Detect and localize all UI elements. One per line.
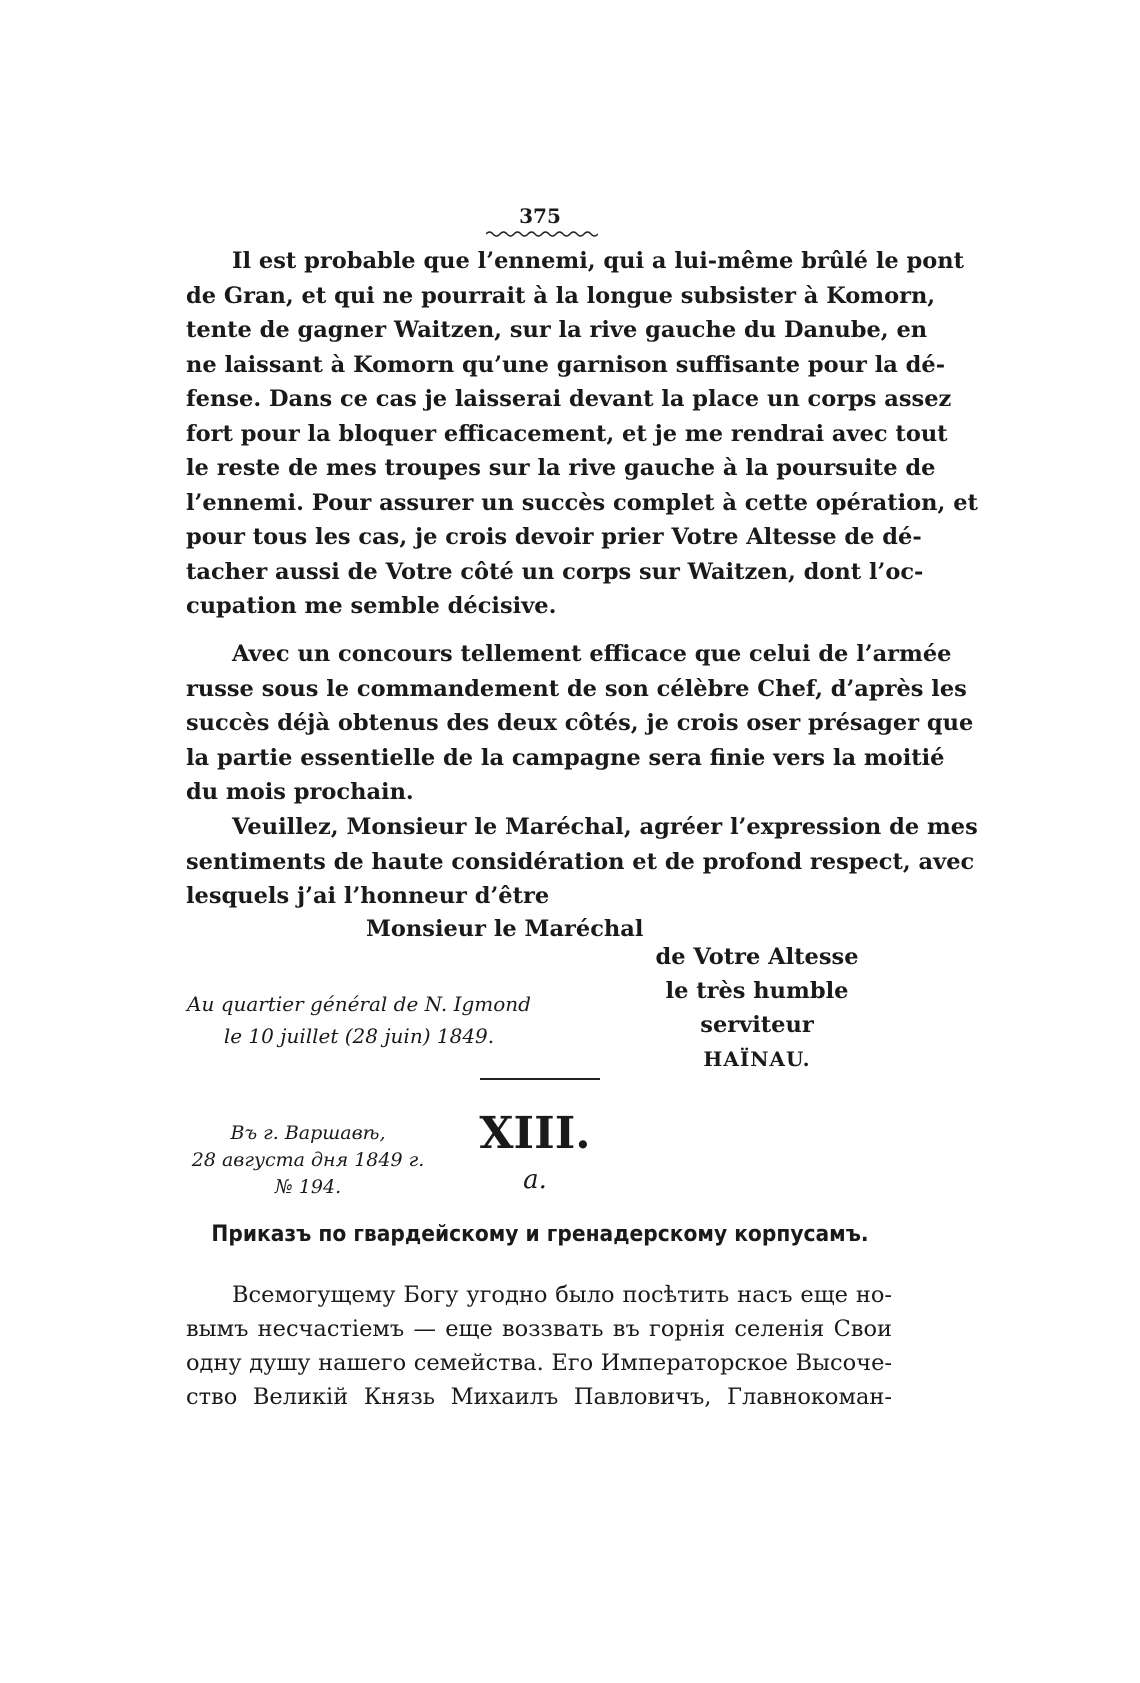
text-line: succès déjà obtenus des deux côtés, je crois oser présager que xyxy=(186,710,974,736)
place-date-line-1: Au quartier général de N. Igmond xyxy=(187,992,531,1016)
order-body xyxy=(186,1278,892,1414)
section-divider xyxy=(480,1078,600,1080)
document-number: XIII. xyxy=(479,1108,591,1159)
text-line: Il est probable que l’ennemi, qui a lui-même brûlé le pont xyxy=(232,248,965,274)
text-line: вымъ несчастіемъ — еще воззвать въ горнія селенія Свои xyxy=(186,1316,892,1342)
text-line: sentiments de haute considération et de profond respect, avec xyxy=(186,848,975,875)
place-date-line-2: le 10 juillet (28 juin) 1849. xyxy=(223,1024,495,1048)
dateline-place: Въ г. Варшавѣ, xyxy=(230,1122,386,1144)
place-date xyxy=(184,988,534,1052)
wavy-rule xyxy=(486,230,598,238)
signature-line-2: le très humble serviteur xyxy=(665,978,849,1038)
text-line: russe sous le commandement de son célèbre Chef, d’après les xyxy=(186,675,967,702)
page-number: 375 xyxy=(519,204,561,228)
text-line: Всемогущему Богу угодно было посѣтить насъ еще но- xyxy=(232,1282,892,1308)
paragraph-1 xyxy=(186,244,978,624)
paragraph-2 xyxy=(186,637,974,810)
signature-name: HAÏNAU. xyxy=(703,1047,811,1071)
text-line: de Gran, et qui ne pourrait à la longue subsister à Komorn, xyxy=(186,282,936,309)
document-dateline xyxy=(186,1120,430,1201)
text-line: cupation me semble décisive. xyxy=(186,593,557,619)
text-line: le reste de mes troupes sur la rive gauche à la poursuite de xyxy=(186,455,936,481)
text-line: l’ennemi. Pour assurer un succès complet à cette opération, et xyxy=(186,489,978,516)
text-line: одну душу нашего семейства. Его Императорское Высоче- xyxy=(186,1350,892,1376)
signature-block xyxy=(612,940,902,1076)
text-line: Avec un concours tellement efficace que celui de l’armée xyxy=(232,641,952,667)
text-line: la partie essentielle de la campagne sera finie vers la moitié xyxy=(186,744,945,771)
text-line: ne laissant à Komorn qu’une garnison suffisante pour la dé- xyxy=(186,351,946,378)
document-letter: a. xyxy=(523,1165,547,1195)
text-line: Veuillez, Monsieur le Maréchal, agréer l’expression de mes xyxy=(232,814,978,840)
dateline-number: № 194. xyxy=(274,1176,342,1198)
dateline-date: 28 августа дня 1849 г. xyxy=(191,1149,425,1171)
text-line: du mois prochain. xyxy=(186,779,414,805)
text-line: ство Великій Князь Михаилъ Павловичъ, Главнокоман- xyxy=(186,1384,892,1410)
text-line: pour tous les cas, je crois devoir prier Votre Altesse de dé- xyxy=(186,524,922,550)
salutation: Monsieur le Maréchal xyxy=(366,916,644,942)
text-line: lesquels j’ai l’honneur d’être xyxy=(186,883,550,909)
text-line: fense. Dans ce cas je laisserai devant la place un corps assez xyxy=(186,386,952,412)
order-title: Приказъ по гвардейскому и гренадерскому корпусамъ. xyxy=(211,1222,869,1247)
paragraph-3 xyxy=(186,810,978,914)
text-line: fort pour la bloquer efficacement, et je me rendrai avec tout xyxy=(186,420,948,447)
text-line: tacher aussi de Votre côté un corps sur Waitzen, dont l’oc- xyxy=(186,558,924,585)
text-line: tente de gagner Waitzen, sur la rive gauche du Danube, en xyxy=(186,317,928,343)
signature-line-1: de Votre Altesse xyxy=(655,944,859,970)
